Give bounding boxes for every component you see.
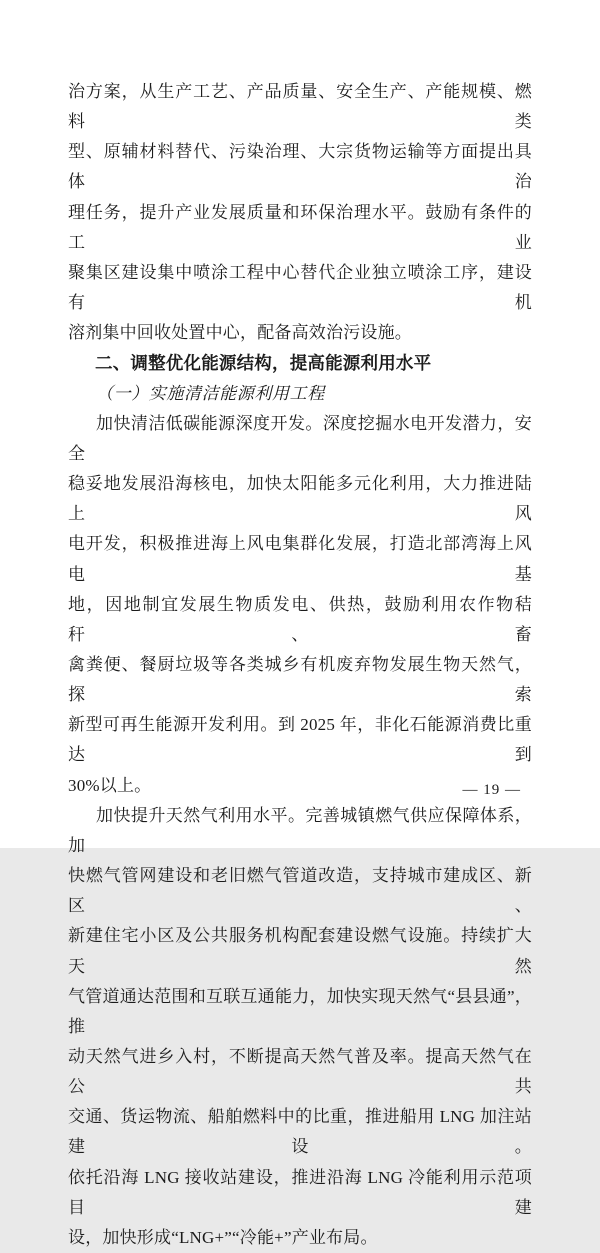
text-line: 交通、货运物流、船舶燃料中的比重，推进船用 LNG 加注站建设。 bbox=[68, 1107, 532, 1157]
text-line: 气管道通达范围和互联互通能力，加快实现天然气“县县通”，推 bbox=[68, 986, 532, 1036]
text-line: 依托沿海 LNG 接收站建设，推进沿海 LNG 冷能利用示范项目建 bbox=[68, 1167, 532, 1217]
text-line: 溶剂集中回收处置中心，配备高效治污设施。 bbox=[68, 323, 412, 343]
section-heading: 二、调整优化能源结构，提高能源利用水平 bbox=[95, 353, 432, 374]
paragraph-natural-gas bbox=[68, 801, 532, 1253]
text-line: 治方案，从生产工艺、产品质量、安全生产、产能规模、燃料类 bbox=[68, 82, 532, 132]
paragraph-pollution-control bbox=[68, 77, 532, 348]
text-line: 快燃气管网建设和老旧燃气管道改造，支持城市建成区、新区、 bbox=[68, 866, 532, 916]
text-line: 稳妥地发展沿海核电，加快太阳能多元化利用，大力推进陆上风 bbox=[68, 474, 532, 524]
subsection-heading: （一）实施清洁能源利用工程 bbox=[96, 383, 325, 403]
page-number: — 19 — bbox=[462, 782, 521, 798]
text-line: 地，因地制宜发展生物质发电、供热，鼓励利用农作物秸秆、畜 bbox=[68, 594, 532, 644]
paragraph-clean-energy bbox=[68, 409, 532, 801]
text-line: 电开发，积极推进海上风电集群化发展，打造北部湾海上风电基 bbox=[68, 534, 532, 584]
text-line: 聚集区建设集中喷涂工程中心替代企业独立喷涂工序，建设有机 bbox=[68, 262, 532, 313]
text-line: 理任务，提升产业发展质量和环保治理水平。鼓励有条件的工业 bbox=[68, 202, 532, 252]
text-line: 新建住宅小区及公共服务机构配套建设燃气设施。持续扩大天然 bbox=[68, 926, 532, 976]
text-line: 动天然气进乡入村，不断提高天然气普及率。提高天然气在公共 bbox=[68, 1047, 532, 1097]
text-line: 设，加快形成“LNG+”“冷能+”产业布局。 bbox=[68, 1227, 378, 1247]
text-line: 加快清洁低碳能源深度开发。深度挖掘水电开发潜力，安全 bbox=[68, 413, 532, 463]
text-line: 30%以上。 bbox=[68, 775, 152, 795]
text-line: 新型可再生能源开发利用。到 2025 年，非化石能源消费比重达到 bbox=[68, 715, 532, 765]
text-line: 禽粪便、餐厨垃圾等各类城乡有机废弃物发展生物天然气，探索 bbox=[68, 654, 532, 705]
text-line: 加快提升天然气利用水平。完善城镇燃气供应保障体系，加 bbox=[68, 805, 532, 855]
text-line: 型、原辅材料替代、污染治理、大宗货物运输等方面提出具体治 bbox=[68, 142, 532, 192]
text-block bbox=[68, 77, 532, 1253]
